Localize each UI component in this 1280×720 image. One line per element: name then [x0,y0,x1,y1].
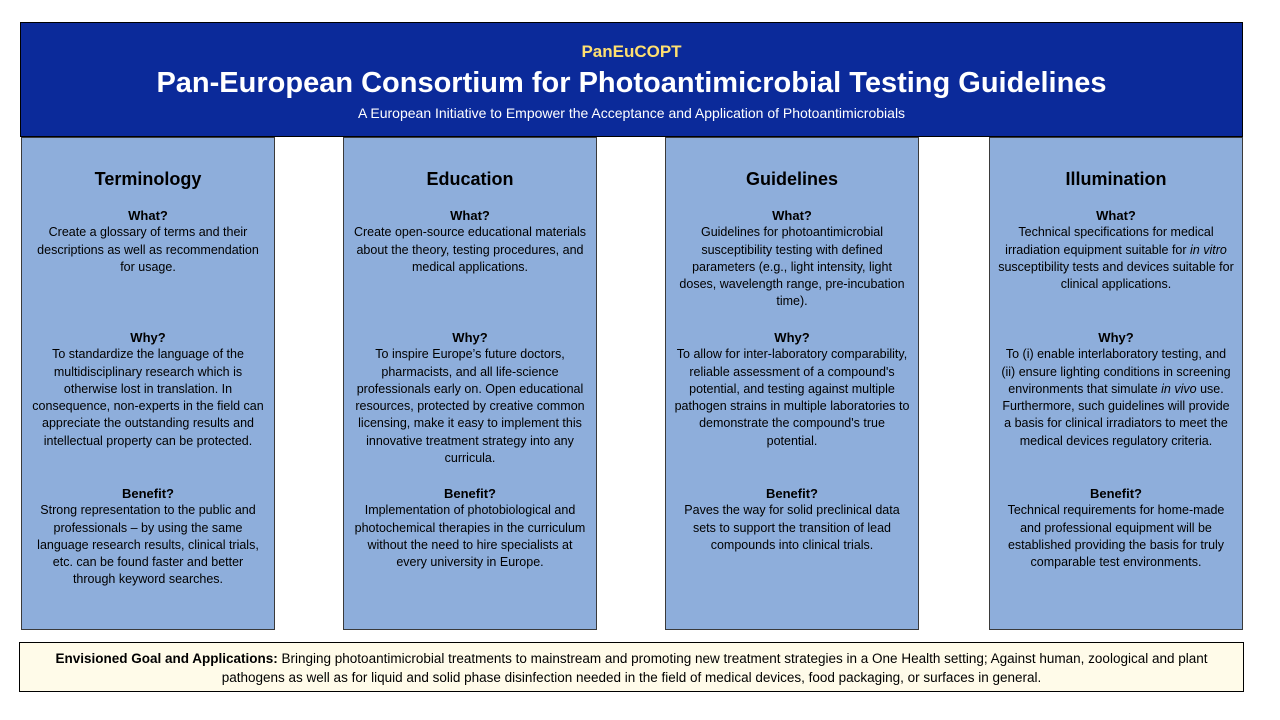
what-text-part: susceptibility tests and devices suitable for clinical applications. [998,259,1234,292]
benefit-text: Strong representation to the public and professionals – by using the same language research results, clinical trials, etc. can be found faster and better through keyword searches. [37,503,259,587]
column-title: Illumination [1065,169,1167,189]
column-education [343,137,597,630]
benefit-section [674,485,910,554]
why-text [998,346,1234,450]
footer-label: Envisioned Goal and Applications: [55,651,278,666]
consortium-acronym: PanEuCOPT [581,42,682,61]
what-text: Guidelines for photoantimicrobial susceptibility testing with defined parameters (e.g., light intensity, light doses, wavelength range, pre-incubation time). [679,225,905,309]
column-title: Education [426,169,514,189]
what-text-italic: in vitro [1190,242,1227,257]
why-section [30,329,266,450]
why-section [998,329,1234,450]
footer-text: Bringing photoantimicrobial treatments to mainstream and promoting new treatment strategies in a One Health setting; Against human, zoological and plant pathogens as well as for liquid and solid phase disinfection needed in the field of medical devices, food packaging, or surfaces in general. [221,651,1208,685]
benefit-text: Technical requirements for home-made and professional equipment will be established providing the basis for truly comparable test environments. [1007,503,1225,570]
column-title: Terminology [94,169,202,189]
what-section [674,207,910,311]
why-text-italic: in vivo [1161,381,1197,396]
what-text-part: Technical specifications for medical irradiation equipment suitable for [1005,225,1214,257]
benefit-text: Paves the way for solid preclinical data sets to support the transition of lead compounds into clinical trials. [684,503,900,552]
benefit-heading: Benefit? [766,486,818,501]
column-illumination [989,137,1243,630]
benefit-section [352,485,588,571]
why-heading: Why? [1098,330,1134,345]
why-text: To inspire Europe’s future doctors, pharmacists, and all life-science professionals early on. Open educational resources, protected by creative common licensing, make it easy to implement this innovative treatment strategy into any curricula. [355,347,585,466]
benefit-heading: Benefit? [1090,486,1142,501]
what-text: Create a glossary of terms and their descriptions as well as recommendation for usage. [37,225,259,274]
what-section [998,207,1234,293]
what-text: Create open-source educational materials about the theory, testing procedures, and medical applications. [353,225,587,274]
why-section [352,329,588,467]
why-heading: Why? [774,330,810,345]
what-section [352,207,588,276]
why-heading: Why? [130,330,166,345]
why-text: To allow for inter-laboratory comparability, reliable assessment of a compound's potential, and testing against multiple pathogen strains in multiple laboratories to demonstrate the compound's true potential. [674,347,910,448]
why-section [674,329,910,450]
benefit-section [998,485,1234,571]
column-terminology [21,137,275,630]
benefit-heading: Benefit? [444,486,496,501]
benefit-text: Implementation of photobiological and photochemical therapies in the curriculum without the need to hire specialists at every university in Europe. [354,503,586,570]
page-title: Pan-European Consortium for Photoantimicrobial Testing Guidelines [156,67,1107,99]
goal-footer [19,642,1244,692]
column-title: Guidelines [745,169,839,189]
what-text [998,224,1234,293]
benefit-heading: Benefit? [122,486,174,501]
what-section [30,207,266,276]
column-guidelines [665,137,919,630]
why-text-part: use. Furthermore, such guidelines will provide a basis for clinical irradiators to meet the medical devices regulatory criteria. [1002,381,1230,448]
header-banner [20,22,1243,137]
why-text: To standardize the language of the multidisciplinary research which is otherwise lost in translation. In consequence, non-experts in the field can appreciate the outstanding results and intellectual property can be protected. [32,347,264,448]
benefit-section [30,485,266,589]
what-heading: What? [772,208,812,223]
what-heading: What? [128,208,168,223]
page-subtitle: A European Initiative to Empower the Acceptance and Application of Photoantimicrobials [357,105,906,121]
why-heading: Why? [452,330,488,345]
what-heading: What? [1096,208,1136,223]
why-text-part: To (i) enable interlaboratory testing, and (ii) ensure lighting conditions in screening environments that simulate [1001,347,1231,396]
what-heading: What? [450,208,490,223]
